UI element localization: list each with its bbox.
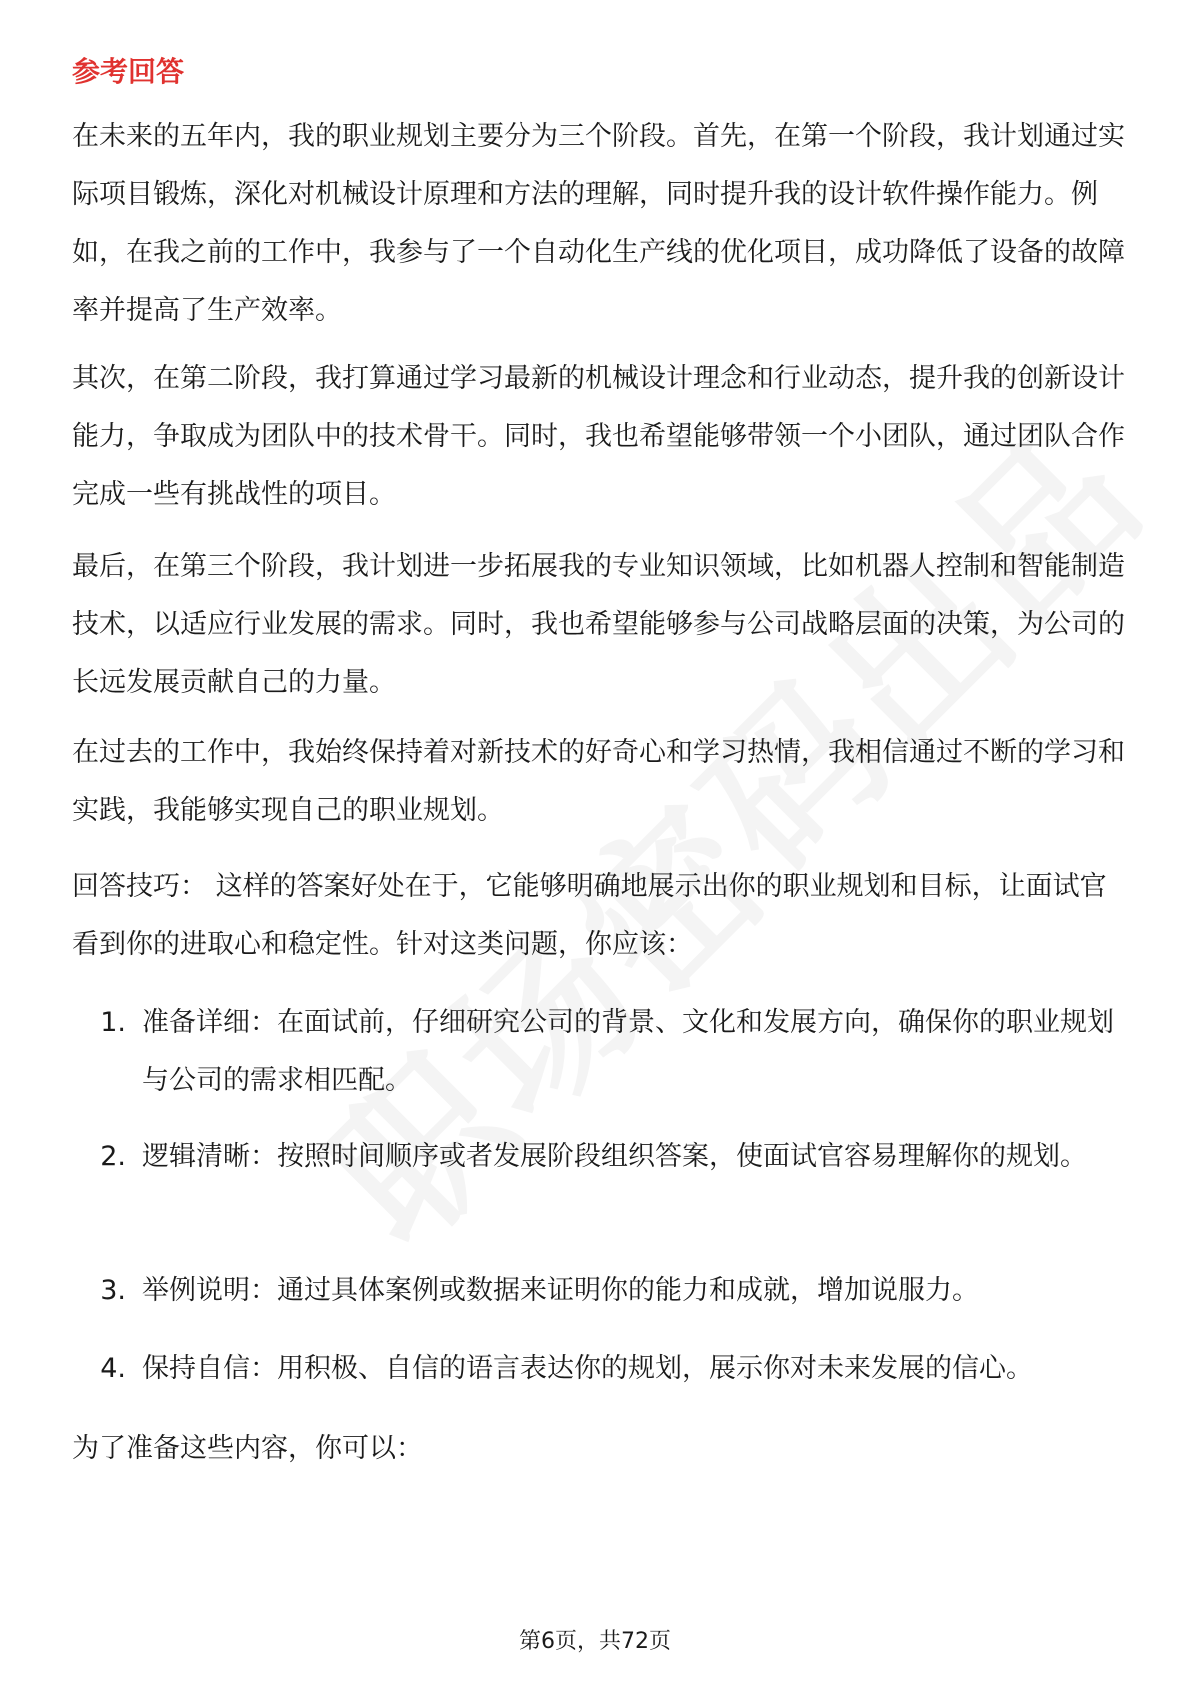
list-item	[72, 994, 1132, 1110]
paragraph-2: 其次，在第二阶段，我打算通过学习最新的机械设计理念和行业动态，提升我的创新设计能力，争取成为团队中的技术骨干。同时，我也希望能够带领一个小团队，通过团队合作完成一些有挑战性的项目。	[72, 363, 1125, 510]
list-text: 准备详细：在面试前，仔细研究公司的背景、文化和发展方向，确保你的职业规划与公司的需求相匹配。	[142, 1007, 1114, 1096]
list-text: 逻辑清晰：按照时间顺序或者发展阶段组织答案，使面试官容易理解你的规划。	[142, 1141, 1087, 1172]
paragraph-1: 在未来的五年内，我的职业规划主要分为三个阶段。首先，在第一个阶段，我计划通过实际项目锻炼，深化对机械设计原理和方法的理解，同时提升我的设计软件操作能力。例如，在我之前的工作中，我参与了一个自动化生产线的优化项目，成功降低了设备的故障率并提高了生产效率。	[72, 121, 1125, 326]
paragraph-4: 在过去的工作中，我始终保持着对新技术的好奇心和学习热情，我相信通过不断的学习和实践，我能够实现自己的职业规划。	[72, 737, 1125, 826]
list-item	[72, 1128, 1132, 1186]
paragraph-3: 最后，在第三个阶段，我计划进一步拓展我的专业知识领域，比如机器人控制和智能制造技术，以适应行业发展的需求。同时，我也希望能够参与公司战略层面的决策，为公司的长远发展贡献自己的力量。	[72, 551, 1125, 698]
list-text: 举例说明：通过具体案例或数据来证明你的能力和成就，增加说服力。	[142, 1275, 979, 1306]
list-text: 保持自信：用积极、自信的语言表达你的规划，展示你对未来发展的信心。	[142, 1353, 1033, 1384]
list-number: 1.	[100, 1007, 126, 1038]
list-number: 3.	[100, 1275, 126, 1306]
section-heading: 参考回答	[72, 55, 185, 88]
list-number: 2.	[100, 1141, 126, 1172]
closing-paragraph: 为了准备这些内容，你可以：	[72, 1433, 423, 1464]
list-item	[72, 1262, 1132, 1320]
list-item	[72, 1340, 1132, 1398]
page-footer: 第6页，共72页	[519, 1629, 671, 1654]
tips-paragraph: 回答技巧： 这样的答案好处在于，它能够明确地展示出你的职业规划和目标，让面试官看到你的进取心和稳定性。针对这类问题，你应该：	[72, 871, 1107, 960]
list-number: 4.	[100, 1353, 126, 1384]
